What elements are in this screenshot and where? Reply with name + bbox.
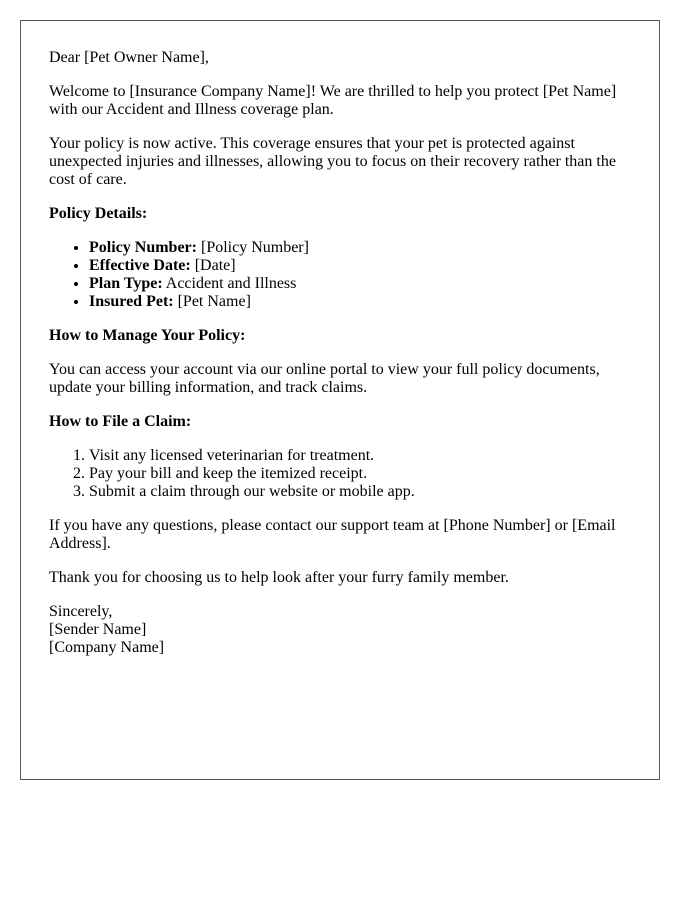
list-item-plan-type — [89, 275, 631, 293]
sender-name: [Sender Name] — [49, 621, 147, 638]
claim-steps-list — [49, 447, 631, 501]
closing: Sincerely, — [49, 603, 113, 620]
list-item-effective-date — [89, 257, 631, 275]
signature-block — [49, 603, 631, 657]
effective-date-label: Effective Date: — [89, 257, 191, 274]
policy-active-paragraph: Your policy is now active. This coverage ensures that your pet is protected against unexpected injuries and illnesses, allowing you to focus on their recovery rather than the cost of care. — [49, 135, 616, 188]
policy-number-label: Policy Number: — [89, 239, 197, 256]
insured-pet-label: Insured Pet: — [89, 293, 174, 310]
list-item-insured-pet — [89, 293, 631, 311]
claim-step: 1. Visit any licensed veterinarian for treatment. — [89, 447, 631, 465]
contact-paragraph: If you have any questions, please contact our support team at [Phone Number] or [Email Address]. — [49, 517, 616, 552]
welcome-paragraph: Welcome to [Insurance Company Name]! We are thrilled to help you protect [Pet Name] with our Accident and Illness coverage plan. — [49, 83, 617, 118]
claim-step: 3. Submit a claim through our website or mobile app. — [89, 483, 631, 501]
plan-type-label: Plan Type: — [89, 275, 163, 292]
company-name: [Company Name] — [49, 639, 165, 656]
policy-details-heading: Policy Details: — [49, 205, 148, 222]
list-item-policy-number — [89, 239, 631, 257]
claim-step: 2. Pay your bill and keep the itemized receipt. — [89, 465, 631, 483]
manage-policy-heading: How to Manage Your Policy: — [49, 327, 246, 344]
policy-details-list — [49, 239, 631, 311]
policy-number-value: [Policy Number] — [196, 239, 309, 256]
file-claim-heading: How to File a Claim: — [49, 413, 192, 430]
insured-pet-value: [Pet Name] — [173, 293, 251, 310]
effective-date-value: [Date] — [190, 257, 236, 274]
thanks-paragraph: Thank you for choosing us to help look after your furry family member. — [49, 569, 509, 586]
salutation: Dear [Pet Owner Name], — [49, 49, 209, 66]
plan-type-value: Accident and Illness — [162, 275, 297, 292]
manage-policy-paragraph: You can access your account via our online portal to view your full policy documents, update your billing information, and track claims. — [49, 361, 600, 396]
letter-page — [20, 20, 660, 780]
